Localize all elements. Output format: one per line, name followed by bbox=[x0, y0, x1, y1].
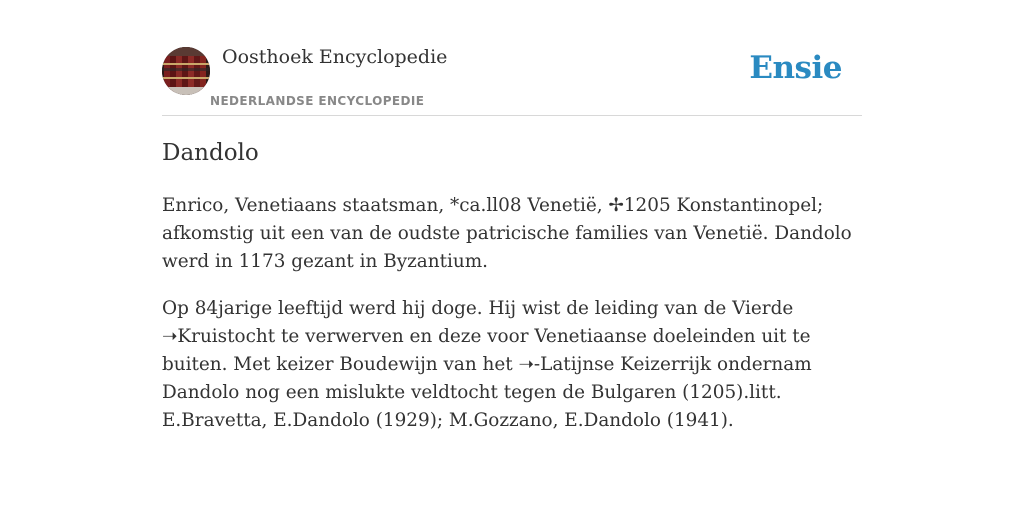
link-kruistocht[interactable]: ➝Kruistocht bbox=[162, 326, 276, 347]
site-header bbox=[162, 46, 862, 116]
encyclopedia-books-icon[interactable] bbox=[162, 47, 210, 95]
paragraph-text: te verwerven en deze voor Venetiaanse doeleinden uit te buiten. Met keizer Boudewijn van het bbox=[162, 326, 811, 375]
paragraph-text: ondernam Dandolo nog een mislukte veldtocht tegen de Bulgaren (1205).litt. E.Bravetta, E.Dandolo (1929); M.Gozzano, E.Dandolo (1941). bbox=[162, 354, 812, 431]
entry-body bbox=[162, 192, 864, 454]
entry-title: Dandolo bbox=[162, 140, 259, 166]
source-subtitle: NEDERLANDSE ENCYCLOPEDIE bbox=[210, 94, 425, 108]
entry-paragraph bbox=[162, 295, 864, 435]
paragraph-text: Op 84jarige leeftijd werd hij doge. Hij wist de leiding van de Vierde bbox=[162, 298, 794, 319]
brand-logo[interactable]: Ensie bbox=[749, 50, 842, 86]
source-title[interactable]: Oosthoek Encyclopedie bbox=[222, 46, 448, 68]
entry-paragraph: Enrico, Venetiaans staatsman, *ca.ll08 Venetië, ✢1205 Konstantinopel; afkomstig uit een van de oudste patricische families van Venetië. Dandolo werd in 1173 gezant in Byzantium. bbox=[162, 195, 852, 272]
link-latijnse-keizerrijk[interactable]: ➝-Latijnse Keizerrijk bbox=[518, 354, 712, 375]
